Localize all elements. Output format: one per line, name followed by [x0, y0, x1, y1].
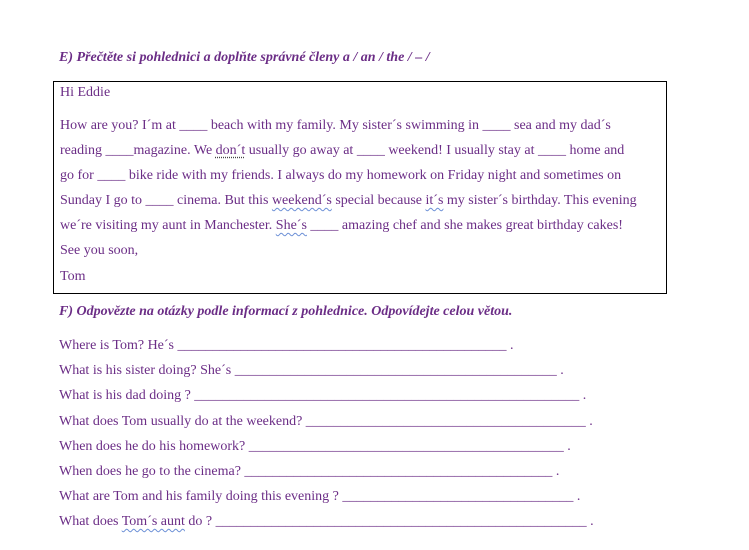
question-8-marked-word: Tom´s aunt [121, 514, 185, 529]
postcard-line-3-text: go for ____ bike ride with my friends. I always do my homework on Friday night and sometimes on [60, 168, 622, 183]
postcard-line-1 [60, 117, 611, 135]
postcard-line-4-marked-word-2: it´s [425, 193, 444, 208]
postcard-line-4-text-e: my sister´s birthday. This evening [443, 193, 637, 208]
postcard-line-2-text-c: usually go away at ____ weekend! I usually stay at ____ home and [245, 143, 625, 158]
question-8 [59, 513, 594, 531]
postcard-line-4-text-c: special because [331, 193, 426, 208]
postcard-box [53, 81, 667, 294]
postcard-line-2 [60, 142, 624, 160]
question-5: When does he do his homework? _____________________________________________ . [59, 439, 571, 454]
question-3: What is his dad doing ? _______________________________________________________ . [59, 388, 587, 403]
question-8-text-a: What does [59, 514, 122, 529]
postcard-line-1-text: How are you? I´m at ____ beach with my family. My sister´s swimming in ____ sea and my dad´s [60, 118, 611, 133]
postcard-line-5 [60, 217, 623, 235]
postcard-line-2-text-a: reading ____magazine. We [60, 143, 216, 158]
question-7: What are Tom and his family doing this evening ? _________________________________ . [59, 489, 581, 504]
question-2: What is his sister doing? She´s ______________________________________________ . [59, 363, 564, 378]
postcard-signature: Tom [60, 269, 86, 284]
question-4: What does Tom usually do at the weekend? ________________________________________ . [59, 414, 593, 429]
postcard-line-4-marked-word-1: weekend´s [271, 193, 332, 208]
question-6: When does he go to the cinema? ____________________________________________ . [59, 464, 560, 479]
postcard-line-2-marked-word: don´t [215, 143, 246, 158]
postcard-line-5-text-c: ____ amazing chef and she makes great birthday cakes! [306, 218, 623, 233]
postcard-line-5-marked-word: She´s [275, 218, 307, 233]
question-1: Where is Tom? He´s _______________________________________________ . [59, 338, 514, 353]
postcard-greeting: Hi Eddie [60, 85, 111, 100]
section-e-heading: E) Přečtěte si pohlednici a doplňte správné členy a / an / the / – / [59, 50, 430, 65]
postcard-line-3 [60, 167, 621, 185]
postcard-line-5-text-a: we´re visiting my aunt in Manchester. [60, 218, 276, 233]
question-8-text-c: do ? _____________________________________________________ . [184, 514, 594, 529]
section-f-heading: F) Odpovězte na otázky podle informací z pohlednice. Odpovídejte celou větou. [59, 304, 513, 319]
postcard-line-4-text-a: Sunday I go to ____ cinema. But this [60, 193, 272, 208]
postcard-closing: See you soon, [60, 243, 139, 258]
postcard-line-4 [60, 192, 637, 210]
